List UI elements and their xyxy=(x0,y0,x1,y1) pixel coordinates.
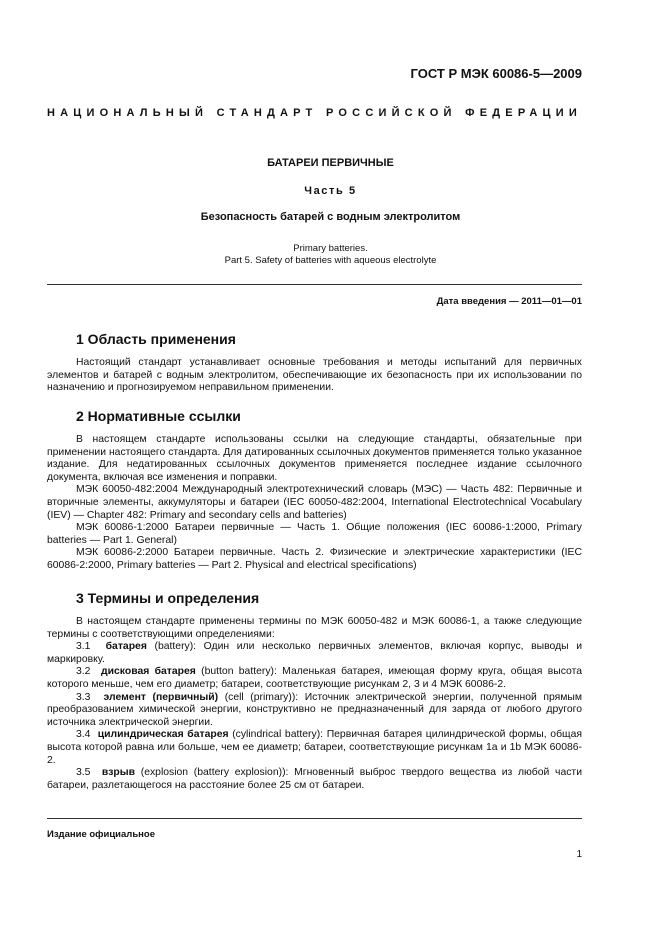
term-number: 3.3 xyxy=(76,691,91,703)
term-name: взрыв xyxy=(101,767,136,779)
term-text: (explosion (battery explosion)): Мгновенный выброс твердого вещества из любой части батареи, разлетающегося на расстояние более 25 см от батареи. xyxy=(47,767,582,791)
scope-paragraph: Настоящий стандарт устанавливает основные требования и методы испытаний для первичных элементов и батарей с водным электролитом, обеспечивающие их безопасность при их использовании по назначению и прогнозируемом неправильном применении. xyxy=(47,357,582,394)
footer-divider xyxy=(47,818,582,819)
edition-label: Издание официальное xyxy=(47,829,155,840)
english-title-line-2: Part 5. Safety of batteries with aqueous electrolyte xyxy=(224,255,437,266)
terms-intro-paragraph: В настоящем стандарте применены термины по МЭК 60050-482 и МЭК 60086-1, а также следующие термины с соответствующими определениями: xyxy=(47,616,582,640)
term-number: 3.1 xyxy=(76,641,91,653)
term-definition xyxy=(47,666,582,691)
term-text: (cell (primary)): Источник электрической энергии, полученной прямым преобразованием химической энергии, конструктивно не предназначенный для заряда от любого другого источника электрической энергии. xyxy=(47,691,582,728)
section-2-heading: 2 Нормативные ссылки xyxy=(76,408,241,424)
references-intro-paragraph: В настоящем стандарте использованы ссылки на следующие стандарты, обязательные при применении настоящего стандарта. Для датированных ссылочных документов применяется только указанное издание. Для недатированных ссылочных документов применяется последнее издание ссылочного документа, включая все изменения и поправки. xyxy=(47,434,582,483)
term-text: (button battery): Маленькая батарея, имеющая форму круга, общая высота которого меньше, чем его диаметр; батареи, соответствующие рисункам 2, 3 и 4 МЭК 60086-2. xyxy=(47,666,582,690)
reference-iec-60086-2: МЭК 60086-2:2000 Батареи первичные. Часть 2. Физические и электрические характеристики (IEC 60086-2:2000, Primary batteries — Part 2. Physical and electrical specifications) xyxy=(47,547,582,571)
document-subtitle: Безопасность батарей с водным электролитом xyxy=(200,211,461,223)
term-name: батарея xyxy=(105,641,147,653)
section-3-body xyxy=(47,616,582,792)
term-definition xyxy=(47,692,582,730)
term-text: (cylindrical battery): Первичная батарея цилиндрической формы, общая высота которой равна или больше, чем ее диаметр; батареи, соответствующие рисункам 1а и 1b МЭК 60086-2. xyxy=(47,729,582,766)
term-definition xyxy=(47,641,582,666)
document-code: ГОСТ Р МЭК 60086-5—2009 xyxy=(410,66,582,81)
term-number: 3.4 xyxy=(76,729,91,741)
section-2-body xyxy=(47,434,582,573)
term-number: 3.2 xyxy=(76,666,91,678)
term-name: дисковая батарея xyxy=(101,666,196,678)
term-name: элемент (первичный) xyxy=(103,691,219,703)
section-1-heading: 1 Область применения xyxy=(76,331,236,347)
term-name: цилиндрическая батарея xyxy=(97,729,229,741)
english-title-line-1: Primary batteries. xyxy=(293,243,368,254)
reference-iec-60086-1: МЭК 60086-1:2000 Батареи первичные — Часть 1. Общие положения (IEC 60086-1:2000, Primary batteries — Part 1. General) xyxy=(47,522,582,546)
term-text: (battery): Один или несколько первичных элементов, включая корпус, выводы и маркировку. xyxy=(47,641,582,665)
term-definition xyxy=(47,767,582,792)
reference-iec-60050-482: МЭК 60050-482:2004 Международный электротехнический словарь (МЭС) — Часть 482: Первичные и вторичные элементы, аккумуляторы и батареи (IEC 60050-482:2004, International Electrotechnical Vocabulary (IEV) — Chapter 482: Primary and secondary cells and batteries) xyxy=(47,484,582,521)
term-definition xyxy=(47,729,582,767)
national-standard-banner: НАЦИОНАЛЬНЫЙ СТАНДАРТ РОССИЙСКОЙ ФЕДЕРАЦИИ xyxy=(47,107,582,119)
page-number: 1 xyxy=(576,849,582,860)
section-3-heading: 3 Термины и определения xyxy=(76,590,260,606)
part-label: Часть 5 xyxy=(304,185,357,197)
introduction-date: Дата введения — 2011—01—01 xyxy=(436,296,582,307)
document-title: БАТАРЕИ ПЕРВИЧНЫЕ xyxy=(267,157,394,169)
title-divider xyxy=(47,284,582,285)
term-number: 3.5 xyxy=(76,767,91,779)
section-1-body xyxy=(47,357,582,395)
